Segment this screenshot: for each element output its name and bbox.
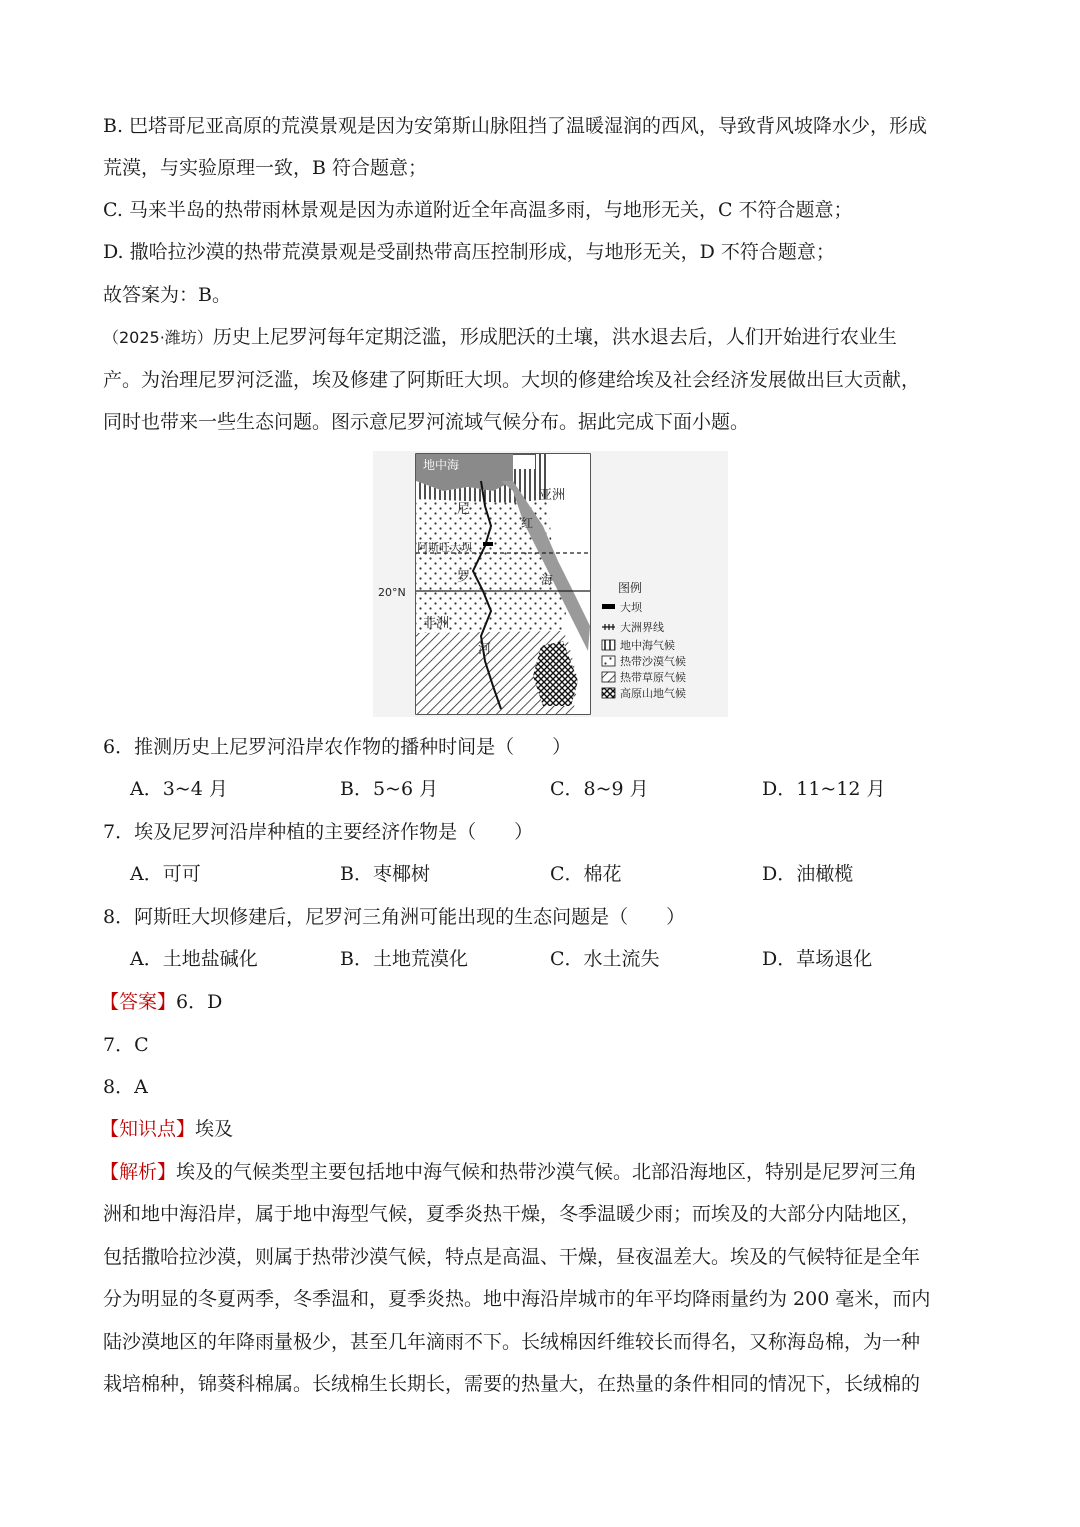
passage-line-2: 产。为治理尼罗河泛滥，埃及修建了阿斯旺大坝。大坝的修建给埃及社会经济发展做出巨大贡献，	[103, 369, 921, 391]
legend-title: 图例	[618, 581, 643, 595]
question-6-stem: 6．推测历史上尼罗河沿岸农作物的播种时间是（ ）	[103, 736, 572, 758]
analysis-line-6: 栽培棉种，锦葵科棉属。长绒棉生长期长，需要的热量大，在热量的条件相同的情况下，长绒棉的	[103, 1373, 921, 1395]
map-label-river-1: 尼	[457, 502, 471, 517]
question-8-stem: 8．阿斯旺大坝修建后，尼罗河三角洲可能出现的生态问题是（ ）	[103, 906, 686, 928]
map-label-sea: 地中海	[423, 458, 460, 472]
map-label-river-3: 河	[478, 642, 492, 657]
explanation-conclusion: 故答案为：B。	[103, 284, 231, 306]
question-8-option-c: C．水土流失	[550, 948, 660, 970]
analysis-line-2: 洲和地中海沿岸，属于地中海型气候，夏季炎热干燥，冬季温暖少雨；而埃及的大部分内陆地区，	[103, 1203, 921, 1225]
map-label-river-2: 罗	[457, 570, 471, 585]
passage-line-3: 同时也带来一些生态问题。图示意尼罗河流域气候分布。据此完成下面小题。	[103, 411, 750, 433]
question-7-option-d: D．油橄榄	[762, 863, 854, 885]
answer-line-3: 8．A	[103, 1076, 148, 1098]
explanation-option-b-line-2: 荒漠，与实验原理一致，B 符合题意；	[103, 157, 428, 179]
legend-item-mediterranean: 地中海气候	[620, 639, 675, 652]
question-6-option-d: D．11~12 月	[762, 778, 886, 800]
legend-swatch-desert	[602, 656, 615, 666]
knowledge-point: 【知识点】埃及	[100, 1118, 234, 1140]
legend-swatch-highland	[602, 688, 615, 698]
question-6-option-c: C．8~9 月	[550, 778, 649, 800]
analysis-line-5: 陆沙漠地区的年降雨量极少，甚至几年滴雨不下。长绒棉因纤维较长而得名，又称海岛棉，为一种	[103, 1331, 921, 1353]
legend-swatch-mediterranean	[602, 640, 615, 650]
explanation-option-c: C. 马来半岛的热带雨林景观是因为赤道附近全年高温多雨，与地形无关，C 不符合题意；	[103, 199, 853, 221]
analysis-line-1: 【解析】埃及的气候类型主要包括地中海气候和热带沙漠气候。北部沿海地区，特别是尼罗河三角	[100, 1161, 918, 1183]
map-label-africa: 非洲	[423, 616, 450, 631]
question-7-option-c: C．棉花	[550, 863, 622, 885]
legend-swatch-savanna	[602, 672, 615, 682]
legend-item-border: 大洲界线	[620, 621, 664, 634]
analysis-line-4: 分为明显的冬夏两季，冬季温和，夏季炎热。地中海沿岸城市的年平均降雨量约为 200 毫米，而内	[103, 1288, 931, 1310]
legend-item-dam: 大坝	[620, 601, 642, 614]
knowledge-tag: 【知识点】	[100, 1118, 196, 1140]
passage-source: （2025·潍坊）	[103, 328, 213, 347]
map-label-asia: 亚洲	[539, 488, 566, 503]
question-7-option-b: B．枣椰树	[340, 863, 430, 885]
legend-item-savanna: 热带草原气候	[620, 671, 686, 684]
explanation-option-b-line-1: B. 巴塔哥尼亚高原的荒漠景观是因为安第斯山脉阻挡了温暖湿润的西风，导致背风坡降水少，形成	[103, 115, 928, 137]
explanation-option-d: D. 撒哈拉沙漠的热带荒漠景观是受副热带高压控制形成，与地形无关，D 不符合题意；	[103, 241, 835, 263]
answer-line-2: 7．C	[103, 1034, 149, 1056]
question-8-option-a: A．土地盐碱化	[130, 948, 258, 970]
legend-item-desert: 热带沙漠气候	[620, 655, 686, 668]
dam-marker	[483, 542, 493, 546]
question-7-stem: 7．埃及尼罗河沿岸种植的主要经济作物是（ ）	[103, 821, 534, 843]
question-8-option-b: B．土地荒漠化	[340, 948, 468, 970]
map-label-latitude: 20°N	[378, 586, 406, 599]
legend-swatch-dam	[602, 604, 615, 609]
question-6-option-b: B．5~6 月	[340, 778, 439, 800]
legend-item-highland: 高原山地气候	[620, 687, 686, 700]
question-6-option-a: A．3~4 月	[130, 778, 228, 800]
map-label-redsea-2: 海	[541, 573, 554, 587]
answer-line-1: 【答案】6．D	[100, 991, 223, 1013]
map-label-redsea-1: 红	[521, 516, 534, 530]
nile-climate-map	[373, 451, 728, 717]
passage-line-1: （2025·潍坊）历史上尼罗河每年定期泛滥，形成肥沃的土壤，洪水退去后，人们开始进行农业生	[103, 326, 897, 348]
analysis-line-3: 包括撒哈拉沙漠，则属于热带沙漠气候，特点是高温、干燥，昼夜温差大。埃及的气候特征是全年	[103, 1246, 921, 1268]
question-8-option-d: D．草场退化	[762, 948, 873, 970]
answer-tag: 【答案】	[100, 991, 177, 1013]
map-label-dam: 阿斯旺大坝	[417, 541, 472, 554]
analysis-tag: 【解析】	[100, 1161, 177, 1183]
question-7-option-a: A．可可	[130, 863, 201, 885]
